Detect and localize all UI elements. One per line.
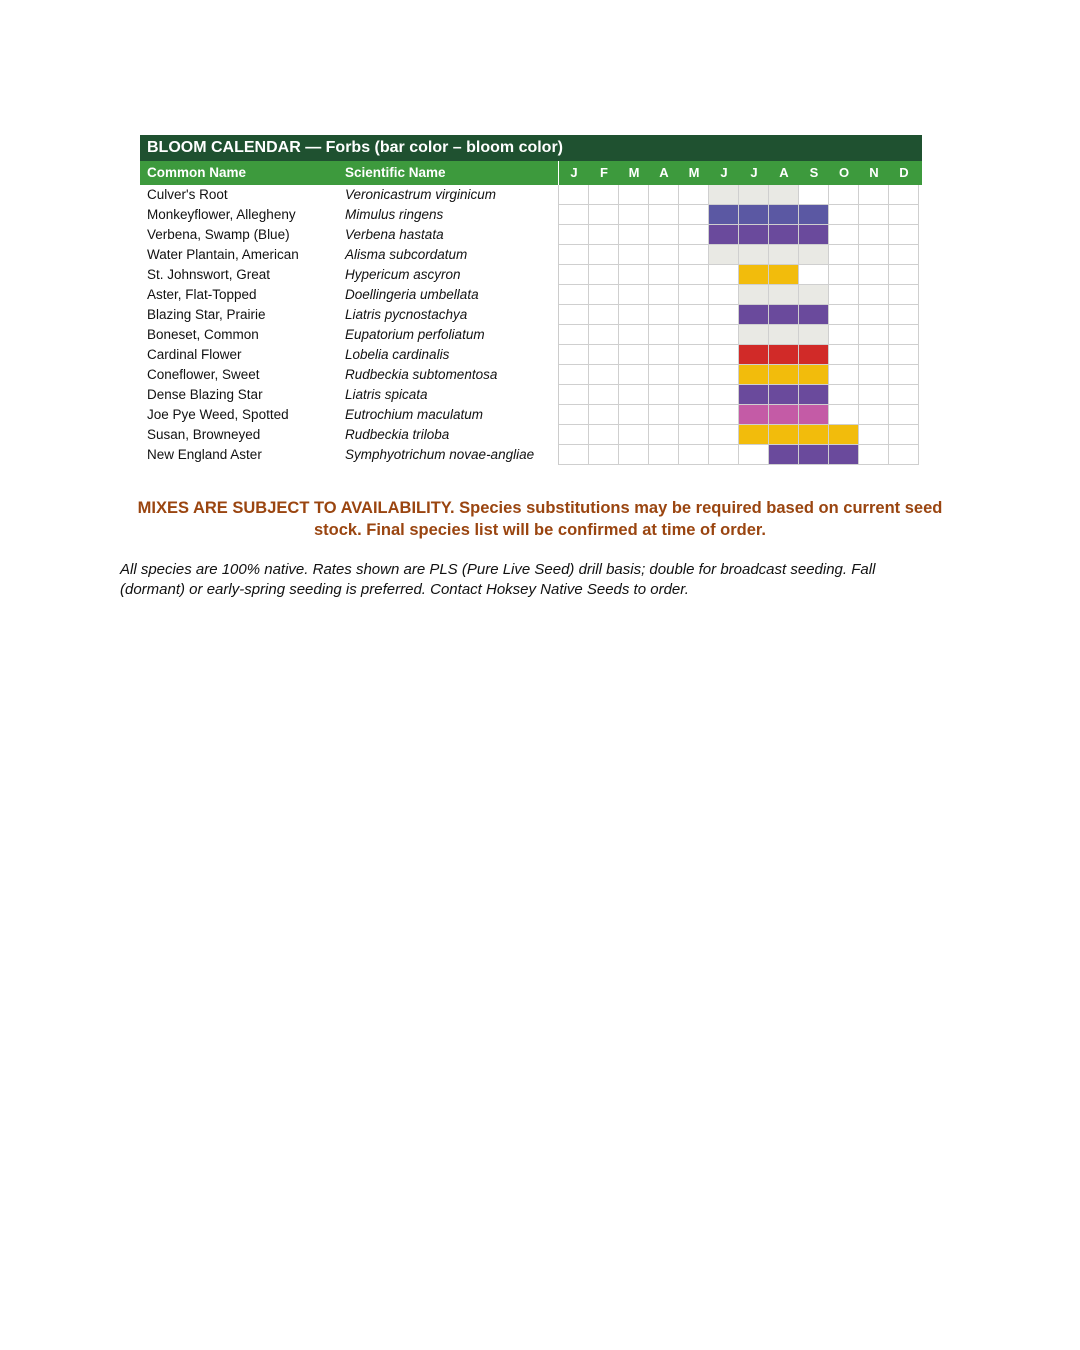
empty-month-cell — [829, 305, 859, 325]
availability-notice: MIXES ARE SUBJECT TO AVAILABILITY. Species substitutions may be required based on current seed stock. Final species list will be confirmed at time of order. — [137, 499, 943, 539]
empty-month-cell — [589, 405, 619, 425]
empty-month-cell — [679, 345, 709, 365]
empty-month-cell — [859, 385, 889, 405]
table-title: BLOOM CALENDAR — Forbs (bar color – bloom color) — [140, 135, 922, 161]
scientific-name-cell: Verbena hastata — [338, 225, 559, 245]
empty-month-cell — [559, 325, 589, 345]
empty-month-cell — [559, 205, 589, 225]
empty-month-cell — [619, 265, 649, 285]
bloom-bar-cell — [829, 425, 859, 445]
bloom-months — [559, 425, 919, 445]
bloom-bar-cell — [769, 285, 799, 305]
header-month: J — [750, 165, 758, 180]
empty-month-cell — [619, 405, 649, 425]
empty-month-cell — [589, 225, 619, 245]
empty-month-cell — [889, 185, 919, 205]
empty-month-cell — [559, 405, 589, 425]
empty-month-cell — [589, 365, 619, 385]
footnote: All species are 100% native. Rates shown are PLS (Pure Live Seed) drill basis; double for broadcast seeding. Fall (dormant) or early-spring seeding is preferred. Contact Hoksey Native Seeds to order. — [120, 561, 876, 598]
empty-month-cell — [829, 225, 859, 245]
empty-month-cell — [649, 225, 679, 245]
empty-month-cell — [859, 325, 889, 345]
empty-month-cell — [829, 285, 859, 305]
bloom-bar-cell — [739, 345, 769, 365]
table-body — [140, 185, 922, 465]
table-row — [140, 305, 922, 325]
empty-month-cell — [619, 365, 649, 385]
empty-month-cell — [889, 405, 919, 425]
empty-month-cell — [679, 385, 709, 405]
empty-month-cell — [889, 245, 919, 265]
empty-month-cell — [679, 245, 709, 265]
empty-month-cell — [679, 405, 709, 425]
bloom-months — [559, 325, 919, 345]
empty-month-cell — [709, 265, 739, 285]
empty-month-cell — [889, 225, 919, 245]
empty-month-cell — [619, 385, 649, 405]
header-month: F — [600, 165, 608, 180]
empty-month-cell — [649, 205, 679, 225]
common-name-cell: St. Johnswort, Great — [147, 267, 271, 282]
table-row — [140, 265, 922, 285]
bloom-bar-cell — [709, 185, 739, 205]
bloom-bar-cell — [739, 385, 769, 405]
empty-month-cell — [589, 265, 619, 285]
empty-month-cell — [589, 305, 619, 325]
empty-month-cell — [679, 425, 709, 445]
empty-month-cell — [649, 445, 679, 465]
empty-month-cell — [589, 385, 619, 405]
empty-month-cell — [709, 345, 739, 365]
empty-month-cell — [679, 445, 709, 465]
bloom-bar-cell — [769, 245, 799, 265]
empty-month-cell — [559, 345, 589, 365]
empty-month-cell — [679, 305, 709, 325]
table-row — [140, 325, 922, 345]
empty-month-cell — [889, 425, 919, 445]
empty-month-cell — [679, 265, 709, 285]
bloom-bar-cell — [739, 205, 769, 225]
common-name-cell: Coneflower, Sweet — [147, 367, 260, 382]
empty-month-cell — [589, 285, 619, 305]
empty-month-cell — [859, 245, 889, 265]
bloom-bar-cell — [799, 405, 829, 425]
empty-month-cell — [859, 185, 889, 205]
scientific-name-cell: Lobelia cardinalis — [338, 345, 559, 365]
empty-month-cell — [829, 265, 859, 285]
empty-month-cell — [619, 185, 649, 205]
bloom-bar-cell — [769, 445, 799, 465]
bloom-bar-cell — [739, 225, 769, 245]
empty-month-cell — [829, 385, 859, 405]
empty-month-cell — [709, 325, 739, 345]
empty-month-cell — [649, 305, 679, 325]
common-name-cell: New England Aster — [147, 447, 262, 462]
empty-month-cell — [889, 365, 919, 385]
bloom-bar-cell — [769, 265, 799, 285]
bloom-months — [559, 305, 919, 325]
bloom-months — [559, 365, 919, 385]
table-row — [140, 365, 922, 385]
bloom-bar-cell — [739, 285, 769, 305]
common-name-cell: Culver's Root — [147, 187, 228, 202]
scientific-name-cell: Rudbeckia triloba — [338, 425, 559, 445]
bloom-bar-cell — [829, 445, 859, 465]
empty-month-cell — [649, 265, 679, 285]
empty-month-cell — [709, 425, 739, 445]
empty-month-cell — [649, 425, 679, 445]
empty-month-cell — [619, 445, 649, 465]
table-row — [140, 205, 922, 225]
bloom-bar-cell — [739, 365, 769, 385]
empty-month-cell — [709, 305, 739, 325]
empty-month-cell — [559, 445, 589, 465]
bloom-bar-cell — [739, 305, 769, 325]
empty-month-cell — [889, 325, 919, 345]
bloom-bar-cell — [799, 445, 829, 465]
empty-month-cell — [829, 185, 859, 205]
empty-month-cell — [889, 305, 919, 325]
bloom-bar-cell — [739, 265, 769, 285]
bloom-bar-cell — [799, 345, 829, 365]
empty-month-cell — [559, 425, 589, 445]
bloom-bar-cell — [799, 365, 829, 385]
bloom-bar-cell — [769, 305, 799, 325]
empty-month-cell — [559, 225, 589, 245]
empty-month-cell — [559, 245, 589, 265]
empty-month-cell — [619, 205, 649, 225]
bloom-bar-cell — [739, 325, 769, 345]
common-name-cell: Verbena, Swamp (Blue) — [147, 227, 290, 242]
bloom-bar-cell — [769, 345, 799, 365]
bloom-bar-cell — [799, 205, 829, 225]
empty-month-cell — [589, 345, 619, 365]
scientific-name-cell: Rudbeckia subtomentosa — [338, 365, 559, 385]
bloom-bar-cell — [769, 325, 799, 345]
empty-month-cell — [859, 265, 889, 285]
empty-month-cell — [649, 345, 679, 365]
empty-month-cell — [649, 385, 679, 405]
empty-month-cell — [619, 345, 649, 365]
empty-month-cell — [829, 405, 859, 425]
empty-month-cell — [859, 405, 889, 425]
empty-month-cell — [889, 385, 919, 405]
header-month: A — [779, 165, 789, 180]
scientific-name-cell: Liatris spicata — [338, 385, 559, 405]
empty-month-cell — [859, 305, 889, 325]
empty-month-cell — [679, 225, 709, 245]
bloom-bar-cell — [799, 285, 829, 305]
empty-month-cell — [859, 345, 889, 365]
scientific-name-cell: Eutrochium maculatum — [338, 405, 559, 425]
empty-month-cell — [559, 385, 589, 405]
empty-month-cell — [559, 305, 589, 325]
empty-month-cell — [889, 285, 919, 305]
empty-month-cell — [619, 425, 649, 445]
empty-month-cell — [649, 365, 679, 385]
table-row — [140, 225, 922, 245]
bloom-bar-cell — [769, 405, 799, 425]
empty-month-cell — [619, 245, 649, 265]
table-row — [140, 445, 922, 465]
table-row — [140, 385, 922, 405]
common-name-cell: Water Plantain, American — [147, 247, 299, 262]
empty-month-cell — [859, 205, 889, 225]
bloom-bar-cell — [709, 225, 739, 245]
bloom-months — [559, 185, 919, 205]
empty-month-cell — [859, 365, 889, 385]
common-name-cell: Aster, Flat-Topped — [147, 287, 257, 302]
table-row — [140, 245, 922, 265]
bloom-months — [559, 265, 919, 285]
empty-month-cell — [649, 325, 679, 345]
empty-month-cell — [829, 345, 859, 365]
empty-month-cell — [619, 325, 649, 345]
header-month: A — [659, 165, 669, 180]
bloom-months — [559, 385, 919, 405]
bloom-bar-cell — [799, 225, 829, 245]
scientific-name-cell: Veronicastrum virginicum — [338, 185, 559, 205]
empty-month-cell — [619, 225, 649, 245]
scientific-name-cell: Hypericum ascyron — [338, 265, 559, 285]
scientific-name-cell: Mimulus ringens — [338, 205, 559, 225]
empty-month-cell — [859, 425, 889, 445]
bloom-months — [559, 205, 919, 225]
empty-month-cell — [589, 325, 619, 345]
header-month: J — [720, 165, 728, 180]
table-row — [140, 285, 922, 305]
bloom-bar-cell — [769, 225, 799, 245]
header-month: M — [628, 165, 640, 180]
bloom-bar-cell — [769, 425, 799, 445]
common-name-cell: Susan, Browneyed — [147, 427, 261, 442]
bloom-months — [559, 405, 919, 425]
bloom-bar-cell — [769, 365, 799, 385]
empty-month-cell — [589, 245, 619, 265]
empty-month-cell — [709, 285, 739, 305]
empty-month-cell — [649, 245, 679, 265]
bloom-months — [559, 245, 919, 265]
empty-month-cell — [649, 285, 679, 305]
header-scientific-name: Scientific Name — [338, 161, 559, 185]
empty-month-cell — [619, 285, 649, 305]
empty-month-cell — [679, 365, 709, 385]
empty-month-cell — [589, 445, 619, 465]
bloom-months — [559, 445, 919, 465]
header-month: N — [869, 165, 879, 180]
empty-month-cell — [889, 445, 919, 465]
scientific-name-cell: Doellingeria umbellata — [338, 285, 559, 305]
scientific-name-cell: Eupatorium perfoliatum — [338, 325, 559, 345]
header-month: M — [688, 165, 700, 180]
bloom-months — [559, 225, 919, 245]
bloom-bar-cell — [769, 385, 799, 405]
empty-month-cell — [829, 205, 859, 225]
empty-month-cell — [679, 185, 709, 205]
empty-month-cell — [679, 205, 709, 225]
bloom-bar-cell — [799, 305, 829, 325]
empty-month-cell — [889, 265, 919, 285]
empty-month-cell — [649, 405, 679, 425]
bloom-bar-cell — [799, 385, 829, 405]
common-name-cell: Cardinal Flower — [147, 347, 242, 362]
empty-month-cell — [799, 185, 829, 205]
bloom-months — [559, 285, 919, 305]
empty-month-cell — [559, 185, 589, 205]
empty-month-cell — [889, 205, 919, 225]
common-name-cell: Blazing Star, Prairie — [147, 307, 266, 322]
bloom-bar-cell — [739, 405, 769, 425]
common-name-cell: Joe Pye Weed, Spotted — [147, 407, 289, 422]
table-row — [140, 425, 922, 445]
header-month: D — [899, 165, 909, 180]
empty-month-cell — [559, 265, 589, 285]
empty-month-cell — [619, 305, 649, 325]
empty-month-cell — [829, 245, 859, 265]
empty-month-cell — [829, 365, 859, 385]
empty-month-cell — [709, 365, 739, 385]
empty-month-cell — [589, 425, 619, 445]
empty-month-cell — [709, 445, 739, 465]
empty-month-cell — [799, 265, 829, 285]
header-months — [559, 161, 919, 185]
empty-month-cell — [739, 445, 769, 465]
bloom-calendar-table — [140, 135, 922, 465]
common-name-cell: Boneset, Common — [147, 327, 259, 342]
header-common-name: Common Name — [147, 165, 247, 180]
bloom-months — [559, 345, 919, 365]
scientific-name-cell: Liatris pycnostachya — [338, 305, 559, 325]
common-name-cell: Monkeyflower, Allegheny — [147, 207, 296, 222]
empty-month-cell — [709, 385, 739, 405]
empty-month-cell — [559, 285, 589, 305]
table-header-row — [140, 161, 922, 185]
header-month: S — [809, 165, 819, 180]
common-name-cell: Dense Blazing Star — [147, 387, 263, 402]
header-month: J — [570, 165, 578, 180]
bloom-bar-cell — [799, 325, 829, 345]
bloom-bar-cell — [769, 185, 799, 205]
empty-month-cell — [589, 205, 619, 225]
empty-month-cell — [859, 225, 889, 245]
empty-month-cell — [859, 285, 889, 305]
scientific-name-cell: Symphyotrichum novae-angliae — [338, 445, 559, 465]
bloom-bar-cell — [739, 185, 769, 205]
empty-month-cell — [709, 405, 739, 425]
empty-month-cell — [589, 185, 619, 205]
bloom-bar-cell — [769, 205, 799, 225]
bloom-bar-cell — [709, 245, 739, 265]
empty-month-cell — [559, 365, 589, 385]
empty-month-cell — [889, 345, 919, 365]
bloom-bar-cell — [799, 425, 829, 445]
bloom-bar-cell — [739, 245, 769, 265]
empty-month-cell — [649, 185, 679, 205]
header-month: O — [838, 165, 850, 180]
bloom-bar-cell — [799, 245, 829, 265]
bloom-bar-cell — [739, 425, 769, 445]
empty-month-cell — [679, 325, 709, 345]
table-row — [140, 405, 922, 425]
table-row — [140, 345, 922, 365]
empty-month-cell — [679, 285, 709, 305]
table-row — [140, 185, 922, 205]
scientific-name-cell: Alisma subcordatum — [338, 245, 559, 265]
empty-month-cell — [829, 325, 859, 345]
bloom-bar-cell — [709, 205, 739, 225]
empty-month-cell — [859, 445, 889, 465]
